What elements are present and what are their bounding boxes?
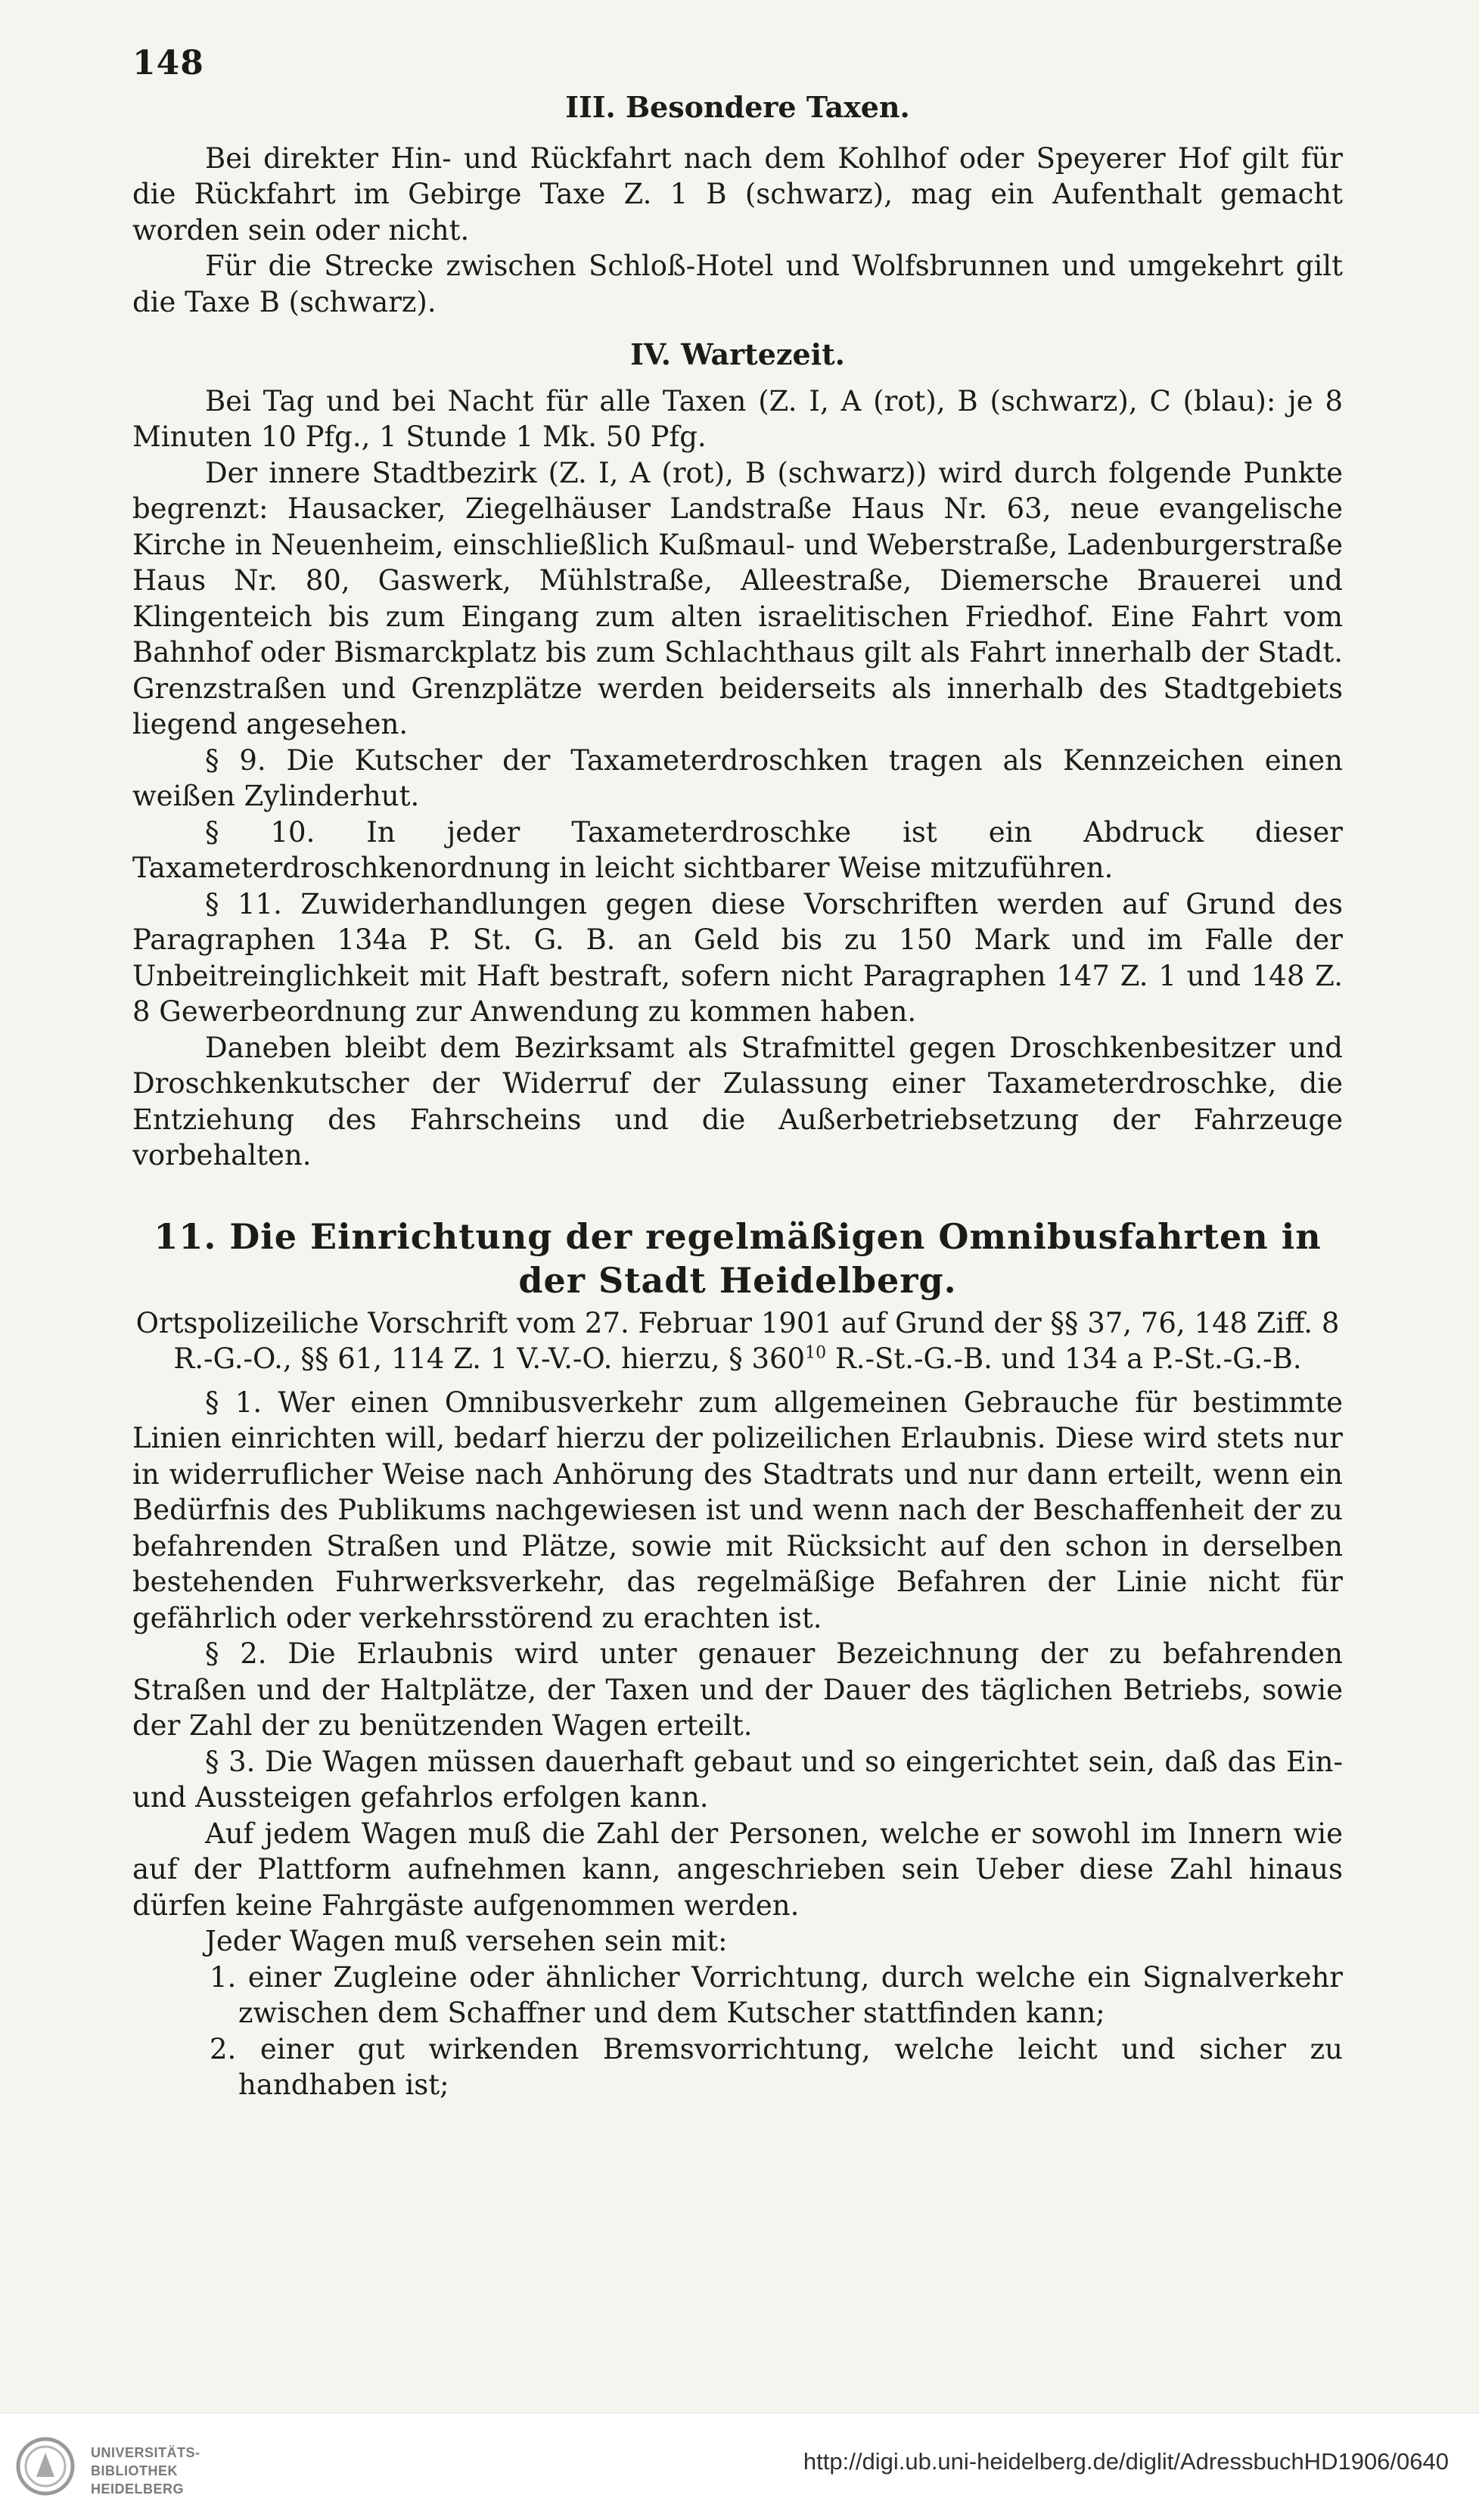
preamble-superscript: 10 <box>805 1343 827 1363</box>
paragraph: Für die Strecke zwischen Schloß-Hotel und Wolfsbrunnen und umgekehrt gilt die Taxe B (schwarz). <box>132 250 1343 318</box>
source-url-link[interactable]: http://digi.ub.uni-heidelberg.de/diglit/AdressbuchHD1906/0640 <box>803 2448 1449 2475</box>
paragraph: Der innere Stadtbezirk (Z. I, A (rot), B (schwarz)) wird durch folgende Punkte begrenzt: Hausacker, Ziegelhäuser Landstraße Haus Nr. 63, neue evangelische Kirche in Neuenheim, einschließlich Kußmaul- und Weberstraße, Ladenburgerstraße Haus Nr. 80, Gaswerk, Mühlstraße, Alleestraße, Diemersche Brauerei und Klingenteich bis zum Eingang zum alten israelitischen Friedhof. Eine Fahrt vom Bahnhof oder Bismarckplatz bis zum Schlachthaus gilt als Fahrt innerhalb der Stadt. Grenzstraßen und Grenzplätze werden beiderseits als innerhalb des Stadtgebiets liegend angesehen. <box>132 456 1343 740</box>
paragraph: Jeder Wagen muß versehen sein mit: <box>205 1925 728 1957</box>
paragraph-section-9: § 9. Die Kutscher der Taxameterdroschken tragen als Kennzeichen einen weißen Zylinderhut. <box>132 743 1343 812</box>
paragraph: Bei Tag und bei Nacht für alle Taxen (Z. I, A (rot), B (schwarz), C (blau): je 8 Minuten 10 Pfg., 1 Stunde 1 Mk. 50 Pfg. <box>132 384 1343 453</box>
logo-text <box>91 2444 200 2498</box>
chapter-preamble <box>132 1305 1343 1377</box>
list-item: 1. einer Zugleine oder ähnlicher Vorrichtung, durch welche ein Signalverkehr zwischen dem Schaffner und dem Kutscher stattfinden kann; <box>210 1960 1343 2029</box>
paragraph-section-3: § 3. Die Wagen müssen dauerhaft gebaut und so eingerichtet sein, daß das Ein- und Aussteigen gefahrlos erfolgen kann. <box>132 1745 1343 1814</box>
paragraph-section-1: § 1. Wer einen Omnibusverkehr zum allgemeinen Gebrauche für bestimmte Linien einrichten will, bedarf hierzu der polizeilichen Erlaubnis. Diese wird stets nur in widerruflicher Weise nach Anhörung des Stadtrats und nur dann erteilt, wenn ein Bedürfnis des Publikums nachgewiesen ist und wenn nach der Beschaffenheit der zu befahrenden Straßen und Plätze, sowie mit Rücksicht auf den schon in derselben bestehenden Fuhrwerksverkehr, das regelmäßige Befahren der Linie nicht für gefährlich oder verkehrsstörend zu erachten ist. <box>132 1386 1343 1634</box>
paragraph: Bei direkter Hin- und Rückfahrt nach dem Kohlhof oder Speyerer Hof gilt für die Rückfahrt im Gebirge Taxe Z. 1 B (schwarz), mag ein Aufenthalt gemacht worden sein oder nicht. <box>132 141 1343 247</box>
footer-bar <box>0 2413 1479 2520</box>
paragraph-section-11: § 11. Zuwiderhandlungen gegen diese Vorschriften werden auf Grund des Paragraphen 134a P. St. G. B. an Geld bis zu 150 Mark und im Falle der Unbeitreinglichkeit mit Haft bestraft, sofern nicht Paragraphen 147 Z. 1 und 148 Z. 8 Gewerbeordnung zur Anwendung zu kommen haben. <box>132 887 1343 1028</box>
logo-line: BIBLIOTHEK <box>91 2463 178 2478</box>
seal-icon <box>15 2436 76 2497</box>
library-logo[interactable] <box>15 2436 242 2504</box>
paragraph: Auf jedem Wagen muß die Zahl der Personen, welche er sowohl im Innern wie auf der Plattform aufnehmen kann, angeschrieben sein Ueber diese Zahl hinaus dürfen keine Fahrgäste aufgenommen werden. <box>132 1817 1343 1922</box>
preamble-text: R.-St.-G.-B. und 134 a P.-St.-G.-B. <box>826 1342 1302 1375</box>
list-item: 2. einer gut wirkenden Bremsvorrichtung, welche leicht und sicher zu handhaben ist; <box>210 2032 1343 2101</box>
section-heading-waiting-time: IV. Wartezeit. <box>630 337 845 371</box>
paragraph-section-2: § 2. Die Erlaubnis wird unter genauer Bezeichnung der zu befahrenden Straßen und der Haltplätze, der Taxen und der Dauer des täglichen Betriebs, sowie der Zahl der zu benützenden Wagen erteilt. <box>132 1637 1343 1742</box>
paragraph: Daneben bleibt dem Bezirksamt als Strafmittel gegen Droschkenbesitzer und Droschkenkutscher der Widerruf der Zulassung einer Taxameterdroschke, die Entziehung des Fahrscheins und die Außerbetriebsetzung der Fahrzeuge vorbehalten. <box>132 1031 1343 1172</box>
page-number: 148 <box>132 44 204 82</box>
paragraph-section-10: § 10. In jeder Taxameterdroschke ist ein Abdruck dieser Taxameterdroschkenordnung in leicht sichtbarer Weise mitzuführen. <box>132 815 1343 884</box>
section-heading-special-taxes: III. Besondere Taxen. <box>565 90 910 124</box>
chapter-title: 11. Die Einrichtung der regelmäßigen Omnibusfahrten in der Stadt Heidelberg. <box>154 1215 1322 1301</box>
page-content <box>132 89 1343 2103</box>
logo-line: HEIDELBERG <box>91 2481 185 2497</box>
logo-line: UNIVERSITÄTS- <box>91 2445 200 2460</box>
preamble-text: Ortspolizeiliche Vorschrift vom 27. Februar 1901 auf Grund der §§ 37, 76, 148 Ziff. 8 R.-G.-O., §§ 61, 114 Z. 1 V.-V.-O. hierzu, § 360 <box>135 1306 1340 1375</box>
